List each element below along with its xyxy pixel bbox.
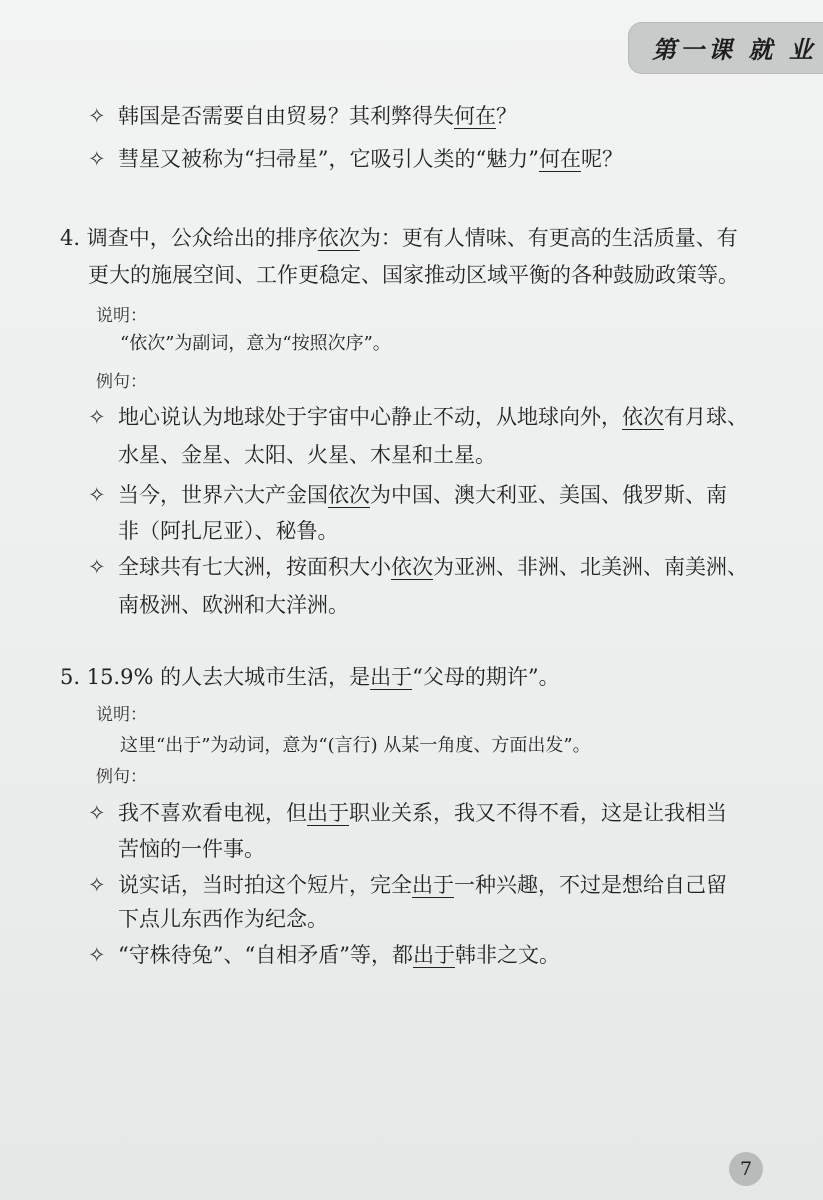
list-item-cont: 非（阿扎尼亚）、秘鲁。 [118, 519, 339, 543]
list-item-cont: 下点儿东西作为纪念。 [118, 907, 328, 931]
item-4-sentence: 4. 调查中，公众给出的排序依次为：更有人情味、有更高的生活质量、有 [60, 226, 738, 250]
explain-label: 说明： [96, 306, 147, 326]
diamond-bullet-icon: ✧ [88, 801, 106, 825]
list-item-cont: 南极洲、欧洲和大洋洲。 [118, 593, 349, 617]
example-label: 例句： [96, 767, 147, 787]
example-label: 例句： [96, 372, 147, 392]
list-item: ✧ 当今，世界六大产金国依次为中国、澳大利亚、美国、俄罗斯、南 [88, 480, 727, 510]
diamond-bullet-icon: ✧ [88, 483, 106, 507]
list-item: ✧ “守株待兔”、“自相矛盾”等，都出于韩非之文。 [88, 940, 560, 970]
explain-label: 说明： [96, 705, 147, 725]
list-item-cont: 苦恼的一件事。 [118, 837, 265, 861]
diamond-bullet-icon: ✧ [88, 555, 106, 579]
list-item-cont: 水星、金星、太阳、火星、木星和土星。 [118, 443, 496, 467]
list-item: ✧ 我不喜欢看电视，但出于职业关系，我又不得不看，这是让我相当 [88, 798, 727, 828]
diamond-bullet-icon: ✧ [88, 943, 106, 967]
list-item: ✧ 说实话，当时拍这个短片，完全出于一种兴趣，不过是想给自己留 [88, 870, 727, 900]
list-item: ✧ 地心说认为地球处于宇宙中心静止不动，从地球向外，依次有月球、 [88, 402, 748, 432]
explain-text: “依次”为副词，意为“按照次序”。 [120, 333, 391, 354]
chapter-title: 第一课 就 业 [652, 35, 817, 64]
item-5-sentence: 5. 15.9% 的人去大城市生活，是出于“父母的期许”。 [60, 665, 560, 689]
diamond-bullet-icon: ✧ [88, 147, 106, 171]
list-item: ✧ 韩国是否需要自由贸易？其利弊得失何在？ [88, 101, 517, 131]
list-item: ✧ 彗星又被称为“扫帚星”，它吸引人类的“魅力”何在呢？ [88, 144, 623, 174]
list-item: ✧ 全球共有七大洲，按面积大小依次为亚洲、非洲、北美洲、南美洲、 [88, 552, 748, 582]
diamond-bullet-icon: ✧ [88, 405, 106, 429]
page-number: 7 [729, 1152, 763, 1186]
explain-text: 这里“出于”为动词，意为“(言行) 从某一角度、方面出发”。 [120, 735, 591, 756]
diamond-bullet-icon: ✧ [88, 873, 106, 897]
item-4-sentence-cont: 更大的施展空间、工作更稳定、国家推动区域平衡的各种鼓励政策等。 [88, 263, 739, 287]
diamond-bullet-icon: ✧ [88, 104, 106, 128]
